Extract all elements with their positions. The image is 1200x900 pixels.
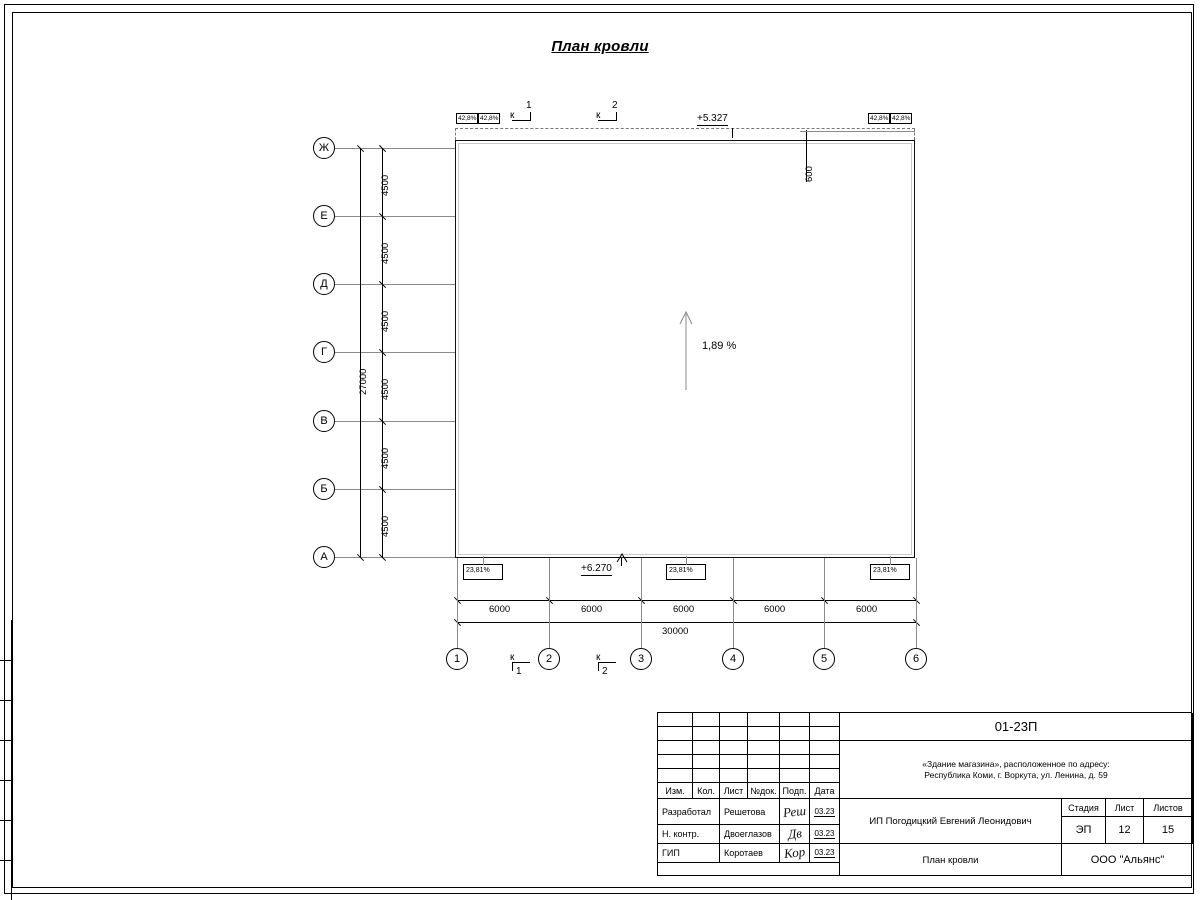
axis-bubble-zh: Ж	[313, 137, 335, 159]
sign-row-1-date-value: 03.23	[814, 806, 835, 816]
hdim-label-5: 6000	[856, 604, 878, 615]
stage-value-listov	[1144, 817, 1193, 844]
roof-percent-box-top-1: 42,8%	[458, 115, 477, 122]
axis-bubble-6: 6	[905, 648, 927, 670]
section-mark-bottom-2-letter: к	[596, 652, 601, 663]
sign-row-1-date	[810, 799, 840, 825]
sign-row-2-date-value: 03.23	[814, 829, 835, 838]
section-mark-bottom-1-num: 1	[516, 666, 522, 677]
roof-percent-box-top-3: 42,8%	[870, 115, 889, 122]
roof-percent-box-top-4: 42,8%	[892, 115, 911, 122]
vdim-label-4: 4500	[380, 378, 391, 400]
sign-row-2-name: Двоеглазов	[720, 825, 780, 844]
roof-percent-box-top-2: 42,8%	[480, 115, 499, 122]
rev-grid-row-5	[658, 769, 840, 783]
elevation-top-value: +5.327	[697, 113, 728, 124]
axis-bubble-b: Б	[313, 478, 335, 500]
organization-name: ООО "Альянс"	[1090, 854, 1165, 866]
project-code-cell	[840, 713, 1193, 741]
axis-bubble-e: Е	[313, 205, 335, 227]
axis-line-e	[335, 216, 455, 217]
hdim-total-line	[457, 622, 916, 623]
page-title	[0, 38, 1200, 55]
axis-bubble-5: 5	[813, 648, 835, 670]
axis-bubble-g: Г	[313, 341, 335, 363]
rev-header-izm: Изм.	[658, 783, 693, 799]
drawing-name-cell: План кровли	[840, 844, 1062, 876]
sign-row-1-signature	[780, 799, 810, 825]
roof-percent-box-bottom-3: 23,81%	[870, 564, 910, 580]
slope-arrow	[676, 308, 696, 393]
rev-grid-row-1	[658, 713, 840, 727]
hdim-label-1: 6000	[489, 604, 511, 615]
section-mark-top-1-line	[512, 120, 530, 121]
section-mark-bottom-2-tail	[598, 662, 599, 671]
rev-grid-row-3	[658, 741, 840, 755]
object-line-1: «Здание магазина», расположенное по адресу:	[922, 758, 1110, 769]
hdim-label-2: 6000	[581, 604, 603, 615]
page-title-text: План кровли	[551, 38, 649, 55]
axis-line-a	[335, 557, 455, 558]
stage-value-list-text: 12	[1118, 824, 1131, 836]
hdim-label-3: 6000	[673, 604, 695, 615]
sign-row-3-date	[810, 844, 840, 863]
rev-header-podp: Подп.	[780, 783, 810, 799]
stage-header-list: Лист	[1106, 799, 1144, 817]
section-mark-top-1-tail	[530, 112, 531, 121]
axis-bubble-4: 4	[722, 648, 744, 670]
rev-header-kol: Кол.	[693, 783, 720, 799]
roof-top-dashed-connector-right	[914, 128, 915, 140]
axis-line-g	[335, 352, 455, 353]
drain-connector-2	[686, 556, 687, 565]
roof-top-dashed-connector-left	[455, 128, 456, 140]
rev-header-ndok: №док.	[748, 783, 780, 799]
vdim-label-1: 4500	[380, 174, 391, 196]
elevation-top-leader	[732, 128, 733, 138]
sign-row-3-role: ГИП	[658, 844, 720, 863]
sign-row-2-signature	[780, 825, 810, 844]
hdim-chain-line	[457, 600, 916, 601]
axis-line-5	[824, 558, 825, 648]
stage-value-stadia	[1062, 817, 1106, 844]
object-description-cell	[840, 741, 1193, 799]
section-mark-bottom-1-tail	[512, 662, 513, 671]
section-mark-top-2-line	[598, 120, 616, 121]
elevation-top	[697, 113, 728, 124]
axis-line-3	[641, 558, 642, 648]
axis-line-zh	[335, 148, 455, 149]
vdim-label-6: 4500	[380, 515, 391, 537]
axis-bubble-2: 2	[538, 648, 560, 670]
section-mark-top-1-num: 1	[526, 100, 532, 111]
slope-label: 1,89 %	[702, 340, 737, 352]
vdim-total-line	[360, 148, 361, 557]
hdim-label-4: 6000	[764, 604, 786, 615]
elevation-bottom-value: +6.270	[581, 563, 612, 574]
section-mark-top-2-tail	[616, 112, 617, 121]
sign-row-3-date-value: 03.23	[814, 848, 835, 857]
axis-line-1	[457, 558, 458, 648]
sign-row-1-role: Разработал	[658, 799, 720, 825]
axis-line-6	[916, 558, 917, 648]
section-mark-bottom-2-num: 2	[602, 666, 608, 677]
axis-line-2	[549, 558, 550, 648]
roof-percent-box-bottom-1: 23,81%	[463, 564, 503, 580]
project-code: 01-23П	[994, 719, 1038, 734]
sign-row-4-empty	[658, 863, 840, 876]
edge-dim-leader	[800, 131, 915, 132]
axis-line-v	[335, 421, 455, 422]
sign-row-2-date	[810, 825, 840, 844]
rev-grid-row-2	[658, 727, 840, 741]
object-line-2: Республика Коми, г. Воркута, ул. Ленина, д. 59	[924, 769, 1108, 780]
sign-row-3-name: Коротаев	[720, 844, 780, 863]
vdim-label-5: 4500	[380, 447, 391, 469]
axis-bubble-3: 3	[630, 648, 652, 670]
elevation-bottom	[581, 563, 612, 574]
vdim-label-3: 4500	[380, 310, 391, 332]
rev-header-list: Лист	[720, 783, 748, 799]
axis-line-4	[733, 558, 734, 648]
axis-line-b	[335, 489, 455, 490]
drain-connector-1	[483, 556, 484, 565]
sheet-left-margin-strip	[0, 620, 12, 900]
section-mark-bottom-2-line	[598, 662, 616, 663]
stage-header-stadia: Стадия	[1062, 799, 1106, 817]
stage-value-stadia-text: ЭП	[1075, 824, 1092, 836]
sign-row-1-name: Решетова	[720, 799, 780, 825]
title-block	[657, 712, 1192, 876]
stage-value-list	[1106, 817, 1144, 844]
developer-cell: ИП Погодицкий Евгений Леонидович	[840, 799, 1062, 844]
axis-line-d	[335, 284, 455, 285]
edge-dim-label: 600	[804, 166, 815, 182]
roof-top-dashed-edge	[455, 128, 915, 129]
sign-row-2-role: Н. контр.	[658, 825, 720, 844]
rev-grid-row-4	[658, 755, 840, 769]
section-mark-top-2-num: 2	[612, 100, 618, 111]
section-mark-bottom-1-line	[512, 662, 530, 663]
vdim-total-label: 27000	[358, 368, 369, 395]
section-mark-top-1-letter: к	[510, 110, 515, 121]
rev-header-data: Дата	[810, 783, 840, 799]
axis-bubble-1: 1	[446, 648, 468, 670]
roof-percent-box-bottom-2: 23,81%	[666, 564, 706, 580]
sign-row-3-signature-glyph: Кор	[783, 844, 806, 862]
axis-bubble-v: В	[313, 410, 335, 432]
sign-row-2-signature-glyph: Дв	[786, 825, 803, 842]
section-mark-bottom-1-letter: к	[510, 652, 515, 663]
organization-cell	[1062, 844, 1193, 876]
elevation-bottom-arrow	[615, 552, 629, 566]
axis-bubble-d: Д	[313, 273, 335, 295]
sign-row-3-signature	[780, 844, 810, 863]
stage-value-listov-text: 15	[1161, 824, 1175, 836]
section-mark-top-2-letter: к	[596, 110, 601, 121]
sign-row-1-signature-glyph: Реш	[782, 802, 807, 820]
vdim-label-2: 4500	[380, 242, 391, 264]
stage-header-listov: Листов	[1144, 799, 1193, 817]
drain-connector-3	[890, 556, 891, 565]
hdim-total-label: 30000	[662, 626, 689, 637]
axis-bubble-a: А	[313, 546, 335, 568]
